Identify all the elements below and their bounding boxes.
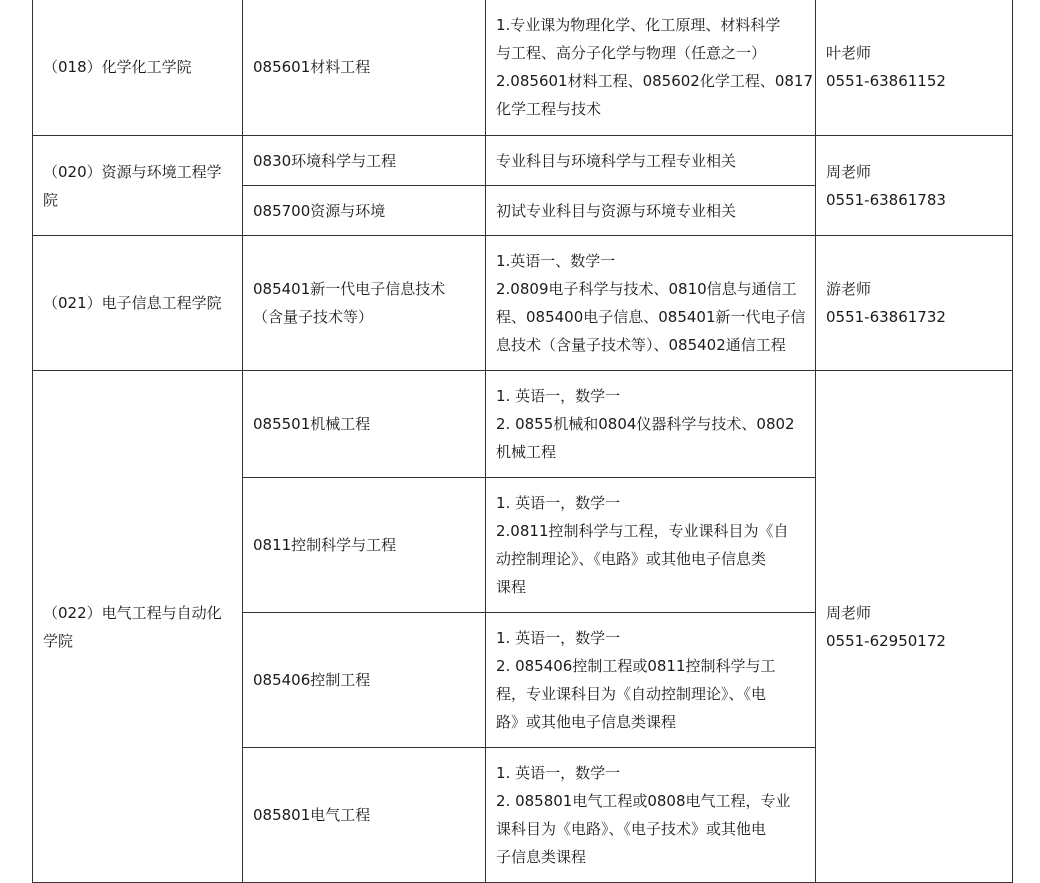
requirement-line: 初试专业科目与资源与环境专业相关 xyxy=(496,201,737,220)
requirement-cell xyxy=(486,478,816,613)
major-name: 0830环境科学与工程 xyxy=(253,151,397,170)
requirement-cell xyxy=(486,613,816,748)
requirement-line: 1. 英语一，数学一 xyxy=(496,387,621,405)
requirement-cell xyxy=(486,236,816,371)
requirement-line: 课程 xyxy=(496,578,527,596)
contact-cell xyxy=(816,371,1013,883)
requirement-line: 息技术（含量子技术等）、085402通信工程 xyxy=(496,336,786,354)
requirement-cell xyxy=(486,186,816,236)
college-name: （021）电子信息工程学院 xyxy=(43,294,222,312)
requirement-line: 化学工程与技术 xyxy=(496,100,602,118)
table-row xyxy=(33,136,1013,186)
requirement-line: 1. 英语一，数学一 xyxy=(496,629,621,647)
requirement-line: 1. 英语一，数学一 xyxy=(496,494,621,512)
contact-phone: 0551-63861783 xyxy=(826,190,946,209)
table-row xyxy=(33,0,1013,136)
major-name: 085406控制工程 xyxy=(253,671,371,689)
college-name: （020）资源与环境工程学院 xyxy=(43,162,222,209)
table-row xyxy=(33,371,1013,478)
major-cell xyxy=(243,136,486,186)
requirement-line: 1.专业课为物理化学、化工原理、材料科学 xyxy=(496,16,781,34)
major-cell xyxy=(243,748,486,883)
requirement-cell xyxy=(486,136,816,186)
major-cell xyxy=(243,236,486,371)
requirement-line: 1.英语一、数学一 xyxy=(496,252,616,270)
college-name: （022）电气工程与自动化学院 xyxy=(43,603,222,650)
college-cell xyxy=(33,236,243,371)
major-name: 085601材料工程 xyxy=(253,58,371,76)
college-cell xyxy=(33,0,243,136)
requirement-line: 课科目为《电路》、《电子技术》或其他电 xyxy=(496,820,767,838)
requirement-line: 专业科目与环境科学与工程专业相关 xyxy=(496,151,737,170)
table-row xyxy=(33,236,1013,371)
contact-name: 周老师 xyxy=(826,162,872,181)
requirement-cell xyxy=(486,371,816,478)
contact-phone: 0551-63861152 xyxy=(826,72,946,90)
major-cell xyxy=(243,0,486,136)
requirement-line: 2.085601材料工程、085602化学工程、0817 xyxy=(496,72,814,90)
requirement-line: 2. 0855机械和0804仪器科学与技术、0802 xyxy=(496,415,795,433)
college-cell xyxy=(33,136,243,236)
major-name: 085801电气工程 xyxy=(253,806,371,824)
contact-cell xyxy=(816,236,1013,371)
contact-phone: 0551-63861732 xyxy=(826,308,946,326)
requirement-line: 动控制理论》、《电路》或其他电子信息类 xyxy=(496,550,767,568)
college-cell xyxy=(33,371,243,883)
requirement-line: 2.0809电子科学与技术、0810信息与通信工 xyxy=(496,280,797,298)
requirement-cell xyxy=(486,748,816,883)
major-cell xyxy=(243,478,486,613)
contact-phone: 0551-62950172 xyxy=(826,631,946,650)
requirement-line: 2. 085406控制工程或0811控制科学与工 xyxy=(496,657,776,675)
admissions-table xyxy=(32,0,1013,883)
requirement-line: 程，专业课科目为《自动控制理论》、《电 xyxy=(496,685,767,703)
contact-name: 叶老师 xyxy=(826,44,872,62)
major-name: 085501机械工程 xyxy=(253,415,371,433)
requirement-line: 与工程、高分子化学与物理（任意之一） xyxy=(496,44,767,62)
major-name: 085401新一代电子信息技术（含量子技术等） xyxy=(253,280,446,326)
major-name: 0811控制科学与工程 xyxy=(253,536,397,554)
requirement-line: 子信息类课程 xyxy=(496,848,587,866)
requirement-line: 程、085400电子信息、085401新一代电子信 xyxy=(496,308,806,326)
requirement-line: 机械工程 xyxy=(496,443,557,461)
college-name: （018）化学化工学院 xyxy=(43,58,192,76)
requirement-line: 1. 英语一，数学一 xyxy=(496,764,621,782)
contact-cell xyxy=(816,0,1013,136)
contact-name: 游老师 xyxy=(826,280,872,298)
requirement-line: 2. 085801电气工程或0808电气工程，专业 xyxy=(496,792,791,810)
major-cell xyxy=(243,613,486,748)
major-name: 085700资源与环境 xyxy=(253,201,386,220)
requirement-line: 2.0811控制科学与工程，专业课科目为《自 xyxy=(496,522,789,540)
major-cell xyxy=(243,371,486,478)
requirement-line: 路》或其他电子信息类课程 xyxy=(496,713,677,731)
requirement-cell xyxy=(486,0,816,136)
major-cell xyxy=(243,186,486,236)
contact-cell xyxy=(816,136,1013,236)
contact-name: 周老师 xyxy=(826,603,872,622)
